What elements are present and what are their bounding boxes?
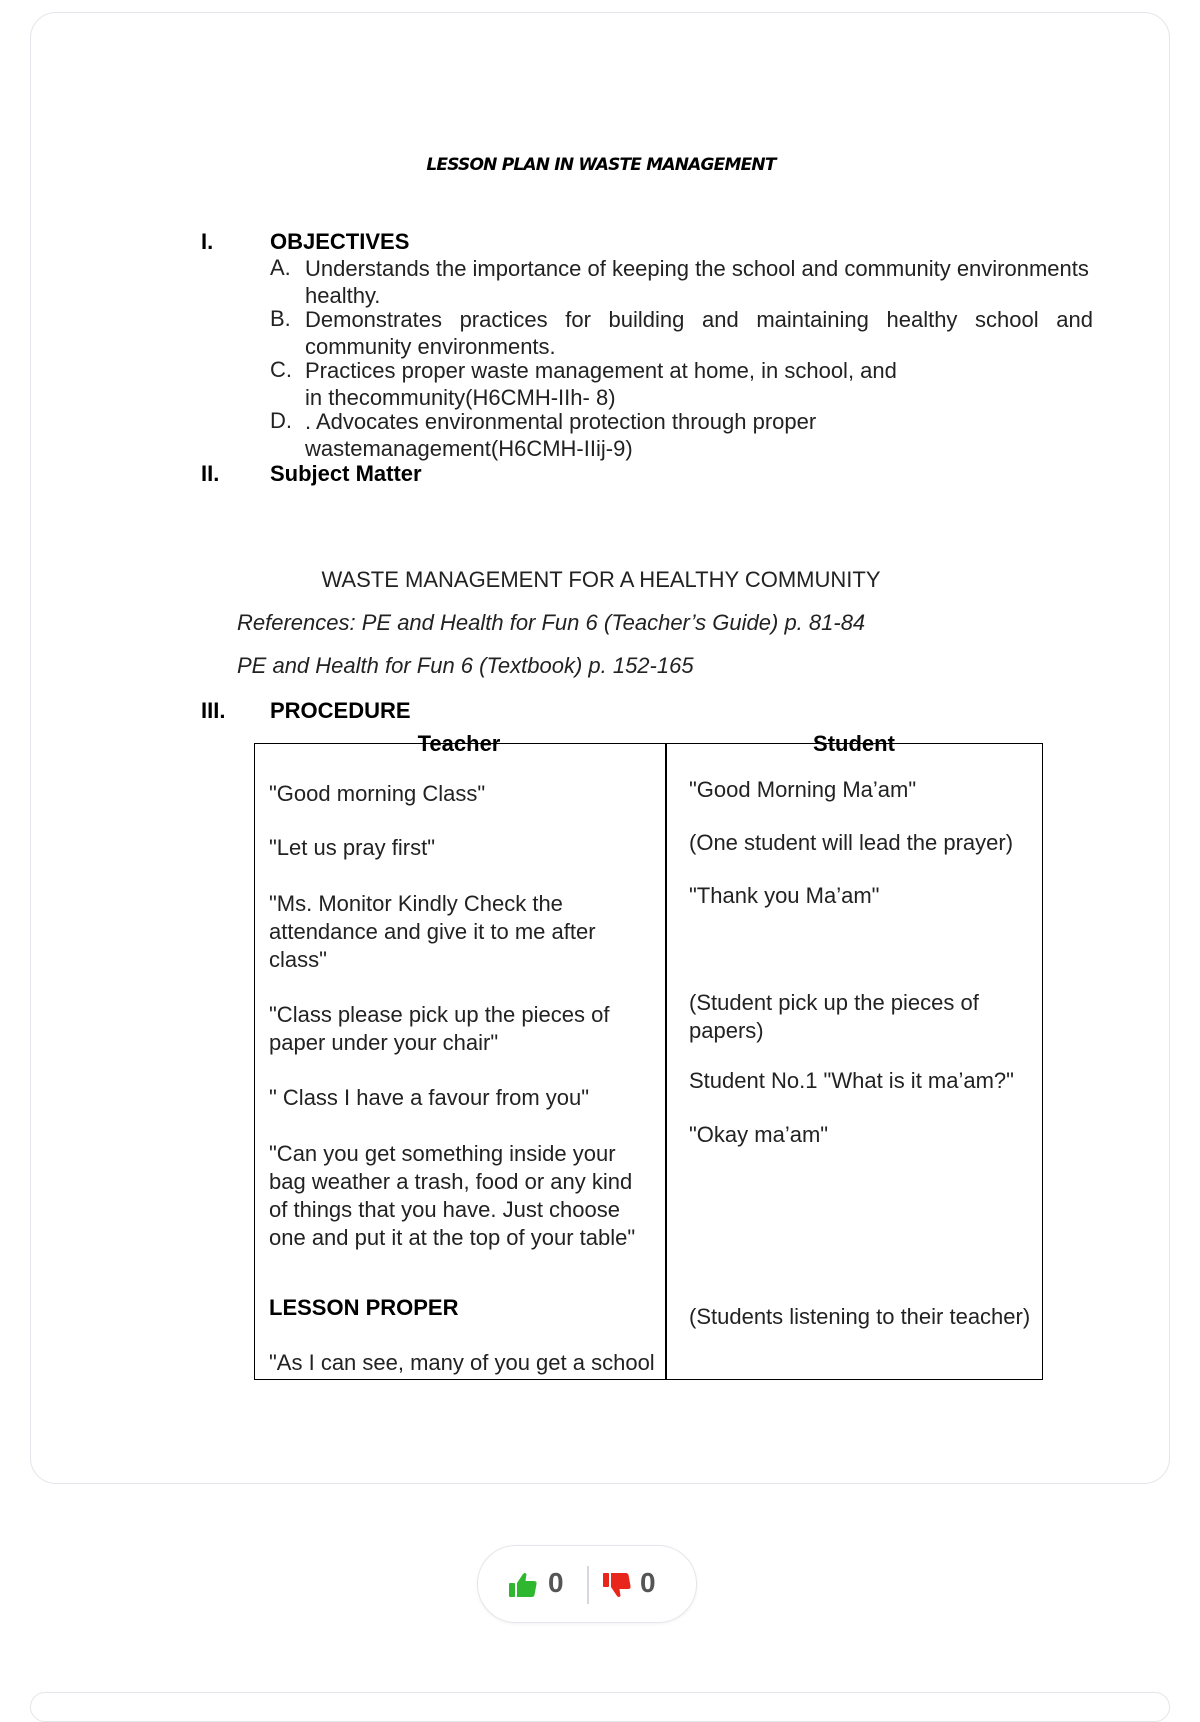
section-number-objectives: I. <box>201 229 214 254</box>
document-title: LESSON PLAN IN WASTE MANAGEMENT <box>426 155 776 175</box>
thumbs-up-icon[interactable] <box>508 1570 538 1600</box>
section-heading-objectives: OBJECTIVES <box>270 229 410 254</box>
section-heading-procedure: PROCEDURE <box>270 698 411 723</box>
procedure-table <box>254 743 1043 1380</box>
next-card-edge <box>30 1692 1170 1722</box>
reference-textbook: PE and Health for Fun 6 (Textbook) p. 152-165 <box>237 653 694 678</box>
teacher-line-3: "Ms. Monitor Kindly Check the attendance and give it to me after class" <box>269 891 596 972</box>
objective-text-d: . Advocates environmental protection through proper wastemanagement(H6CMH-IIij-9) <box>305 409 817 461</box>
reference-teachers-guide: References: PE and Health for Fun 6 (Teacher’s Guide) p. 81-84 <box>237 610 866 635</box>
student-line-6: "Okay ma’am" <box>689 1122 829 1147</box>
teacher-line-6: "Can you get something inside your bag weather a trash, food or any kind of things that you have. Just choose one and put it at the top of your table" <box>269 1141 636 1250</box>
student-line-4: (Student pick up the pieces of papers) <box>689 990 979 1043</box>
section-heading-subject: Subject Matter <box>270 461 422 486</box>
teacher-line-8: "As I can see, many of you get a school <box>269 1350 655 1375</box>
section-number-procedure: III. <box>201 698 226 723</box>
objective-letter-b: B. <box>270 306 291 331</box>
teacher-lesson-proper: LESSON PROPER <box>269 1295 459 1320</box>
downvote-count: 0 <box>640 1567 656 1598</box>
student-line-2: (One student will lead the prayer) <box>689 830 1014 855</box>
teacher-line-2: "Let us pray first" <box>269 835 436 860</box>
thumbs-down-icon[interactable] <box>602 1570 632 1600</box>
objective-text-a: Understands the importance of keeping the school and community environments healthy. <box>305 256 1089 308</box>
teacher-line-5: " Class I have a favour from you" <box>269 1085 590 1110</box>
student-line-7: (Students listening to their teacher) <box>689 1304 1031 1329</box>
objective-letter-a: A. <box>270 255 291 280</box>
student-line-1: "Good Morning Ma’am" <box>689 777 917 802</box>
objective-text-b: Demonstrates practices for building and maintaining healthy school and community environments. <box>305 307 1093 359</box>
upvote-count: 0 <box>548 1567 564 1598</box>
vote-bar <box>477 1545 697 1623</box>
objective-text-c: Practices proper waste management at home, in school, and in thecommunity(H6CMH-IIh- 8) <box>305 358 897 410</box>
objective-letter-d: D. <box>270 408 292 433</box>
vote-separator <box>587 1566 589 1604</box>
section-number-subject: II. <box>201 461 220 486</box>
student-line-5: Student No.1 "What is it ma’am?" <box>689 1068 1014 1093</box>
table-header-teacher: Teacher <box>417 731 501 756</box>
document-card <box>30 12 1170 1484</box>
table-column-divider <box>665 744 667 1379</box>
table-header-student: Student <box>813 731 895 756</box>
student-line-3: "Thank you Ma’am" <box>689 883 880 908</box>
teacher-line-4: "Class please pick up the pieces of paper under your chair" <box>269 1002 610 1055</box>
subject-title: WASTE MANAGEMENT FOR A HEALTHY COMMUNITY <box>321 567 881 592</box>
teacher-line-1: "Good morning Class" <box>269 781 486 806</box>
objective-letter-c: C. <box>270 357 292 382</box>
